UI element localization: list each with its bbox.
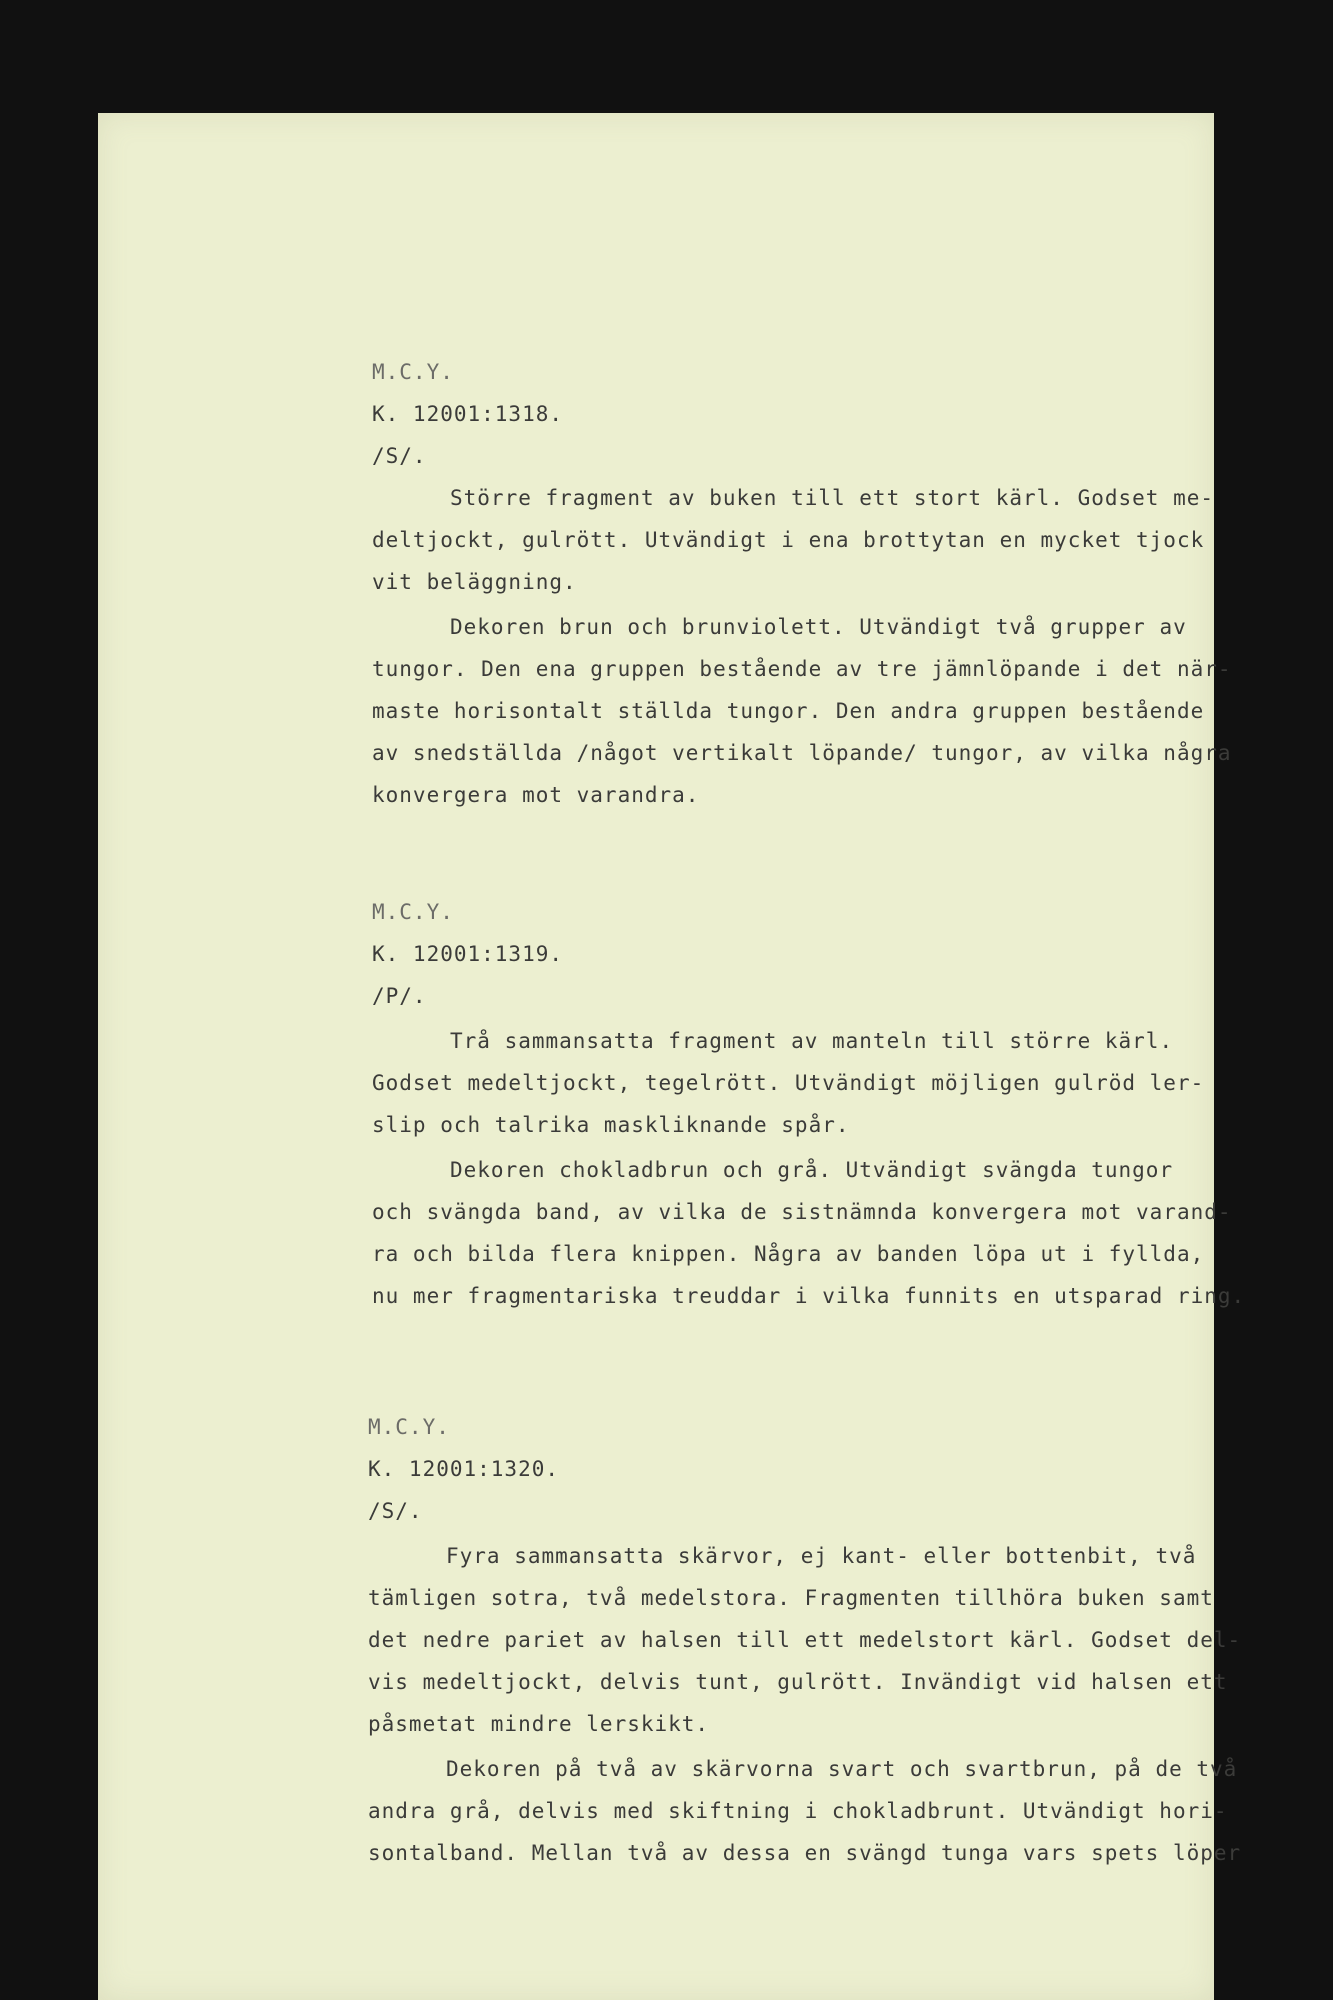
text-line: maste horisontalt ställda tungor. Den andra gruppen bestående (372, 699, 1205, 723)
text-line: konvergera mot varandra. (372, 783, 700, 807)
text-line: Större fragment av buken till ett stort kärl. Godset me- (450, 486, 1215, 510)
text-line: slip och talrika maskliknande spår. (372, 1113, 850, 1137)
category-mark: /S/. (372, 444, 427, 468)
text-line: tungor. Den ena gruppen bestående av tre jämnlöpande i det när- (372, 657, 1232, 681)
category-mark: /P/. (372, 984, 427, 1008)
text-line: andra grå, delvis med skiftning i chokladbrunt. Utvändigt hori- (368, 1799, 1228, 1823)
site-code: M.C.Y. (368, 1415, 450, 1439)
typed-page (98, 113, 1246, 2000)
text-line: Dekoren chokladbrun och grå. Utvändigt svängda tungor (450, 1158, 1174, 1182)
text-line: det nedre pariet av halsen till ett medelstort kärl. Godset del- (368, 1628, 1242, 1652)
text-line: nu mer fragmentariska treuddar i vilka funnits en utsparad ring. (372, 1284, 1246, 1308)
text-line: tämligen sotra, två medelstora. Fragmenten tillhöra buken samt (368, 1586, 1214, 1610)
text-line: Godset medeltjockt, tegelrött. Utvändigt möjligen gulröd ler- (372, 1071, 1205, 1095)
text-line: och svängda band, av vilka de sistnämnda konvergera mot varand- (372, 1200, 1232, 1224)
text-line: deltjockt, gulrött. Utvändigt i ena brottytan en mycket tjock (372, 528, 1205, 552)
category-mark: /S/. (368, 1499, 423, 1523)
text-line: Fyra sammansatta skärvor, ej kant- eller bottenbit, två (446, 1544, 1197, 1568)
text-line: sontalband. Mellan två av dessa en svängd tunga vars spets löper (368, 1841, 1242, 1865)
text-line: av snedställda /något vertikalt löpande/ tungor, av vilka några (372, 741, 1232, 765)
text-line: ra och bilda flera knippen. Några av banden löpa ut i fyllda, (372, 1242, 1205, 1266)
site-code: M.C.Y. (372, 900, 454, 924)
text-line: vit beläggning. (372, 570, 577, 594)
catalog-number: K. 12001:1318. (372, 402, 564, 426)
text-line: Dekoren brun och brunviolett. Utvändigt två grupper av (450, 615, 1187, 639)
text-line: vis medeltjockt, delvis tunt, gulrött. Invändigt vid halsen ett (368, 1670, 1228, 1694)
text-line: påsmetat mindre lerskikt. (368, 1712, 710, 1736)
text-line: Trå sammansatta fragment av manteln till större kärl. (450, 1029, 1174, 1053)
text-line: Dekoren på två av skärvorna svart och svartbrun, på de två (446, 1757, 1238, 1781)
catalog-number: K. 12001:1319. (372, 942, 564, 966)
catalog-number: K. 12001:1320. (368, 1457, 560, 1481)
site-code: M.C.Y. (372, 360, 454, 384)
